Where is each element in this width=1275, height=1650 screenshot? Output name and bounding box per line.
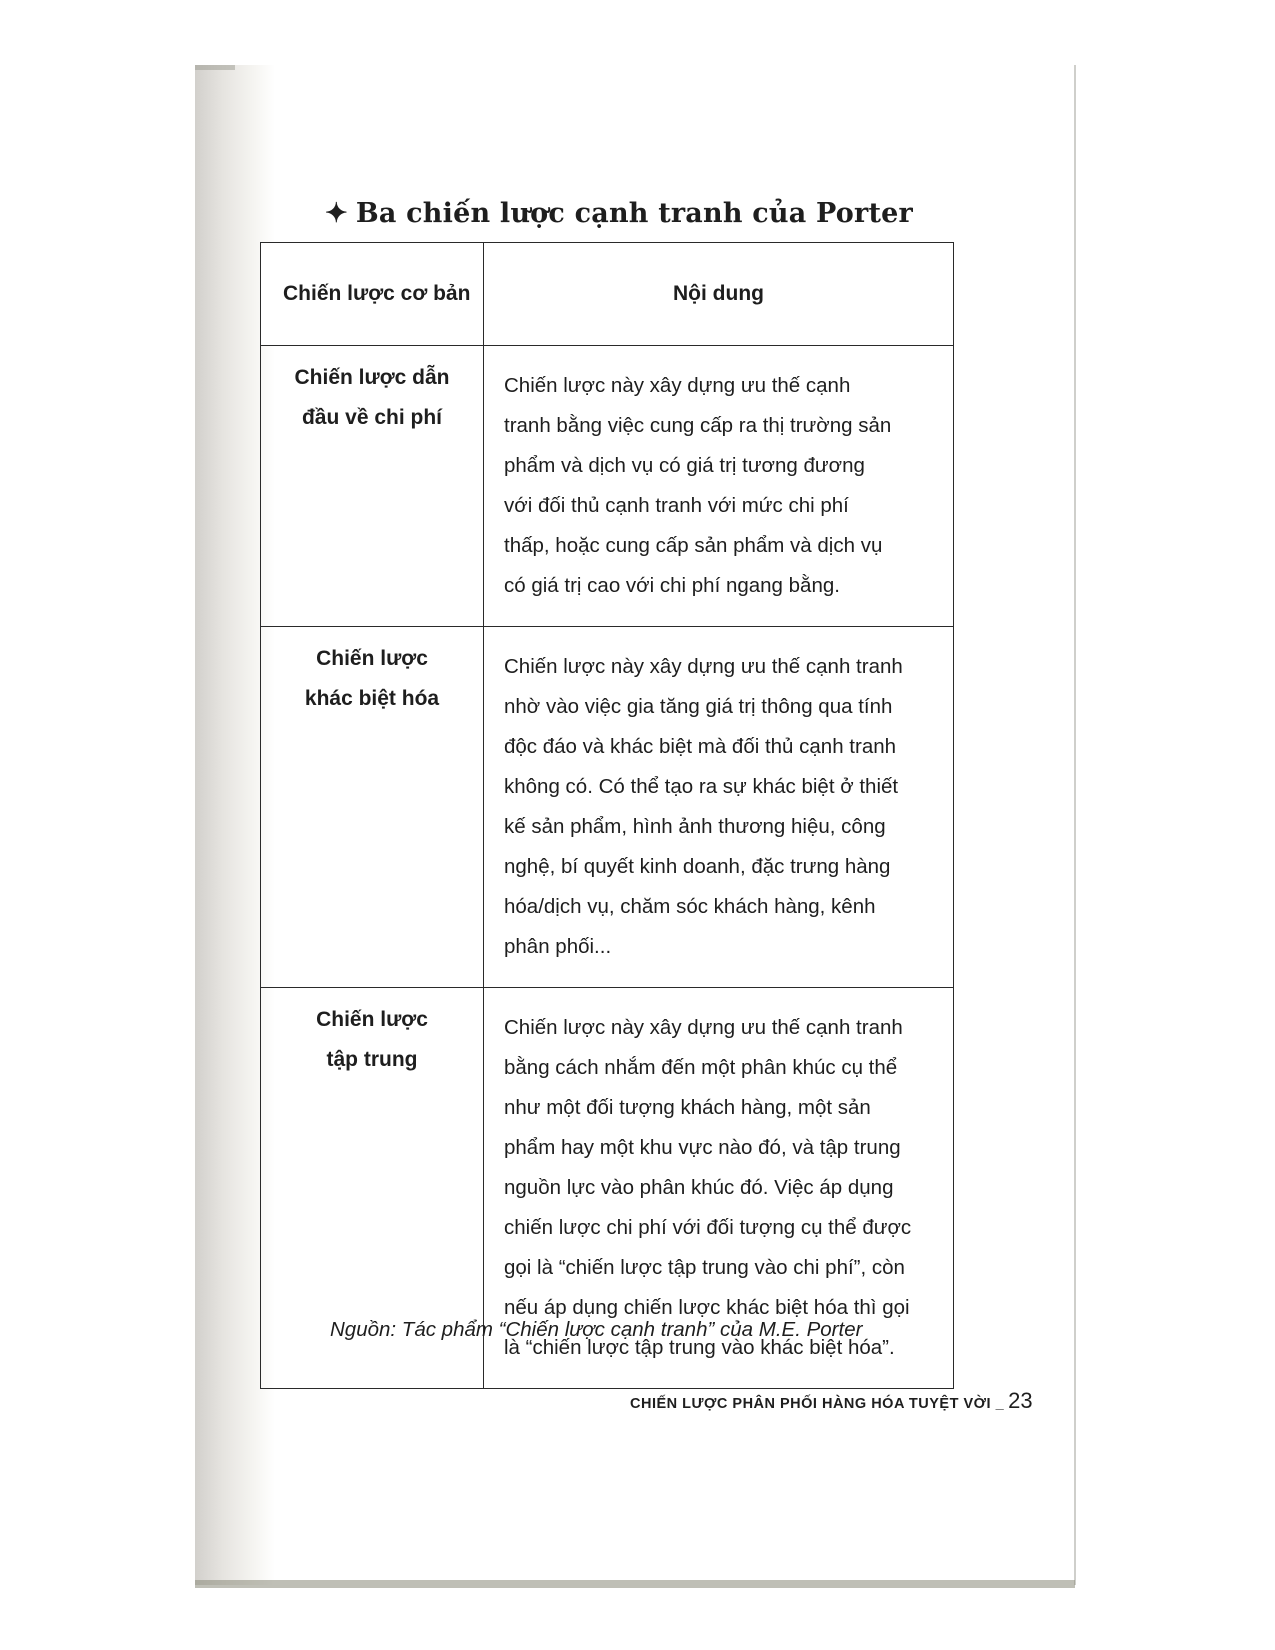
table-header-row <box>261 243 954 346</box>
content-line: Chiến lược này xây dựng ưu thế cạnh tranh <box>504 1016 903 1039</box>
column-header-strategy: Chiến lược cơ bản <box>261 243 484 346</box>
content-line: nếu áp dụng chiến lược khác biệt hóa thì gọi <box>504 1296 910 1319</box>
content-line: phân phối... <box>504 935 612 958</box>
content-line: như một đối tượng khách hàng, một sản <box>504 1096 871 1119</box>
table-row <box>261 346 954 627</box>
content-line: Chiến lược này xây dựng ưu thế cạnh <box>504 374 851 397</box>
content-line: tranh bằng việc cung cấp ra thị trường sản <box>504 414 892 437</box>
page-edge-right <box>1074 65 1076 1585</box>
page-footer <box>630 1388 1033 1414</box>
content-line: nghệ, bí quyết kinh doanh, đặc trưng hàng <box>504 855 891 878</box>
content-line: với đối thủ cạnh tranh với mức chi phí <box>504 494 849 517</box>
page-number: 23 <box>1008 1388 1033 1413</box>
content-line: kế sản phẩm, hình ảnh thương hiệu, công <box>504 815 886 838</box>
content-line: nhờ vào việc gia tăng giá trị thông qua tính <box>504 695 893 718</box>
content-line: độc đáo và khác biệt mà đối thủ cạnh tranh <box>504 735 897 758</box>
strategy-cell <box>261 346 484 627</box>
content-line: phẩm và dịch vụ có giá trị tương đương <box>504 454 865 477</box>
content-line: hóa/dịch vụ, chăm sóc khách hàng, kênh <box>504 895 876 918</box>
strategy-cell <box>261 627 484 988</box>
section-title-text: Ba chiến lược cạnh tranh của Porter <box>355 198 913 229</box>
strategy-line: khác biệt hóa <box>304 687 440 710</box>
table-row <box>261 627 954 988</box>
content-line: phẩm hay một khu vực nào đó, và tập trung <box>504 1136 901 1159</box>
page-edge-bottom <box>195 1580 1075 1588</box>
strategy-line: Chiến lược <box>316 647 428 670</box>
running-header: CHIẾN LƯỢC PHÂN PHỐI HÀNG HÓA TUYỆT VỜI _ <box>630 1396 1005 1412</box>
column-header-content: Nội dung <box>484 243 954 346</box>
strategy-line: đầu về chi phí <box>301 406 443 429</box>
content-line: có giá trị cao với chi phí ngang bằng. <box>504 574 840 597</box>
content-line: bằng cách nhắm đến một phân khúc cụ thể <box>504 1056 898 1079</box>
content-line: thấp, hoặc cung cấp sản phẩm và dịch vụ <box>504 534 883 557</box>
content-line: là “chiến lược tập trung vào khác biệt hóa”. <box>504 1336 895 1359</box>
content-line: gọi là “chiến lược tập trung vào chi phí”, còn <box>504 1256 905 1279</box>
book-page <box>210 65 1072 1580</box>
content-cell <box>484 627 954 988</box>
content-line: Chiến lược này xây dựng ưu thế cạnh tranh <box>504 655 903 678</box>
section-title <box>325 198 913 229</box>
content-line: nguồn lực vào phân khúc đó. Việc áp dụng <box>504 1176 894 1199</box>
porter-strategies-table <box>260 242 954 1389</box>
content-cell <box>484 346 954 627</box>
content-line: chiến lược chi phí với đối tượng cụ thể được <box>504 1216 912 1239</box>
strategy-line: Chiến lược dẫn <box>294 366 450 389</box>
strategy-line: Chiến lược <box>316 1008 428 1031</box>
source-citation: Nguồn: Tác phẩm “Chiến lược cạnh tranh” của M.E. Porter <box>330 1318 863 1341</box>
content-line: không có. Có thể tạo ra sự khác biệt ở thiết <box>504 775 899 798</box>
four-point-star-icon: ✦ <box>325 198 348 229</box>
strategy-line: tập trung <box>326 1048 418 1071</box>
